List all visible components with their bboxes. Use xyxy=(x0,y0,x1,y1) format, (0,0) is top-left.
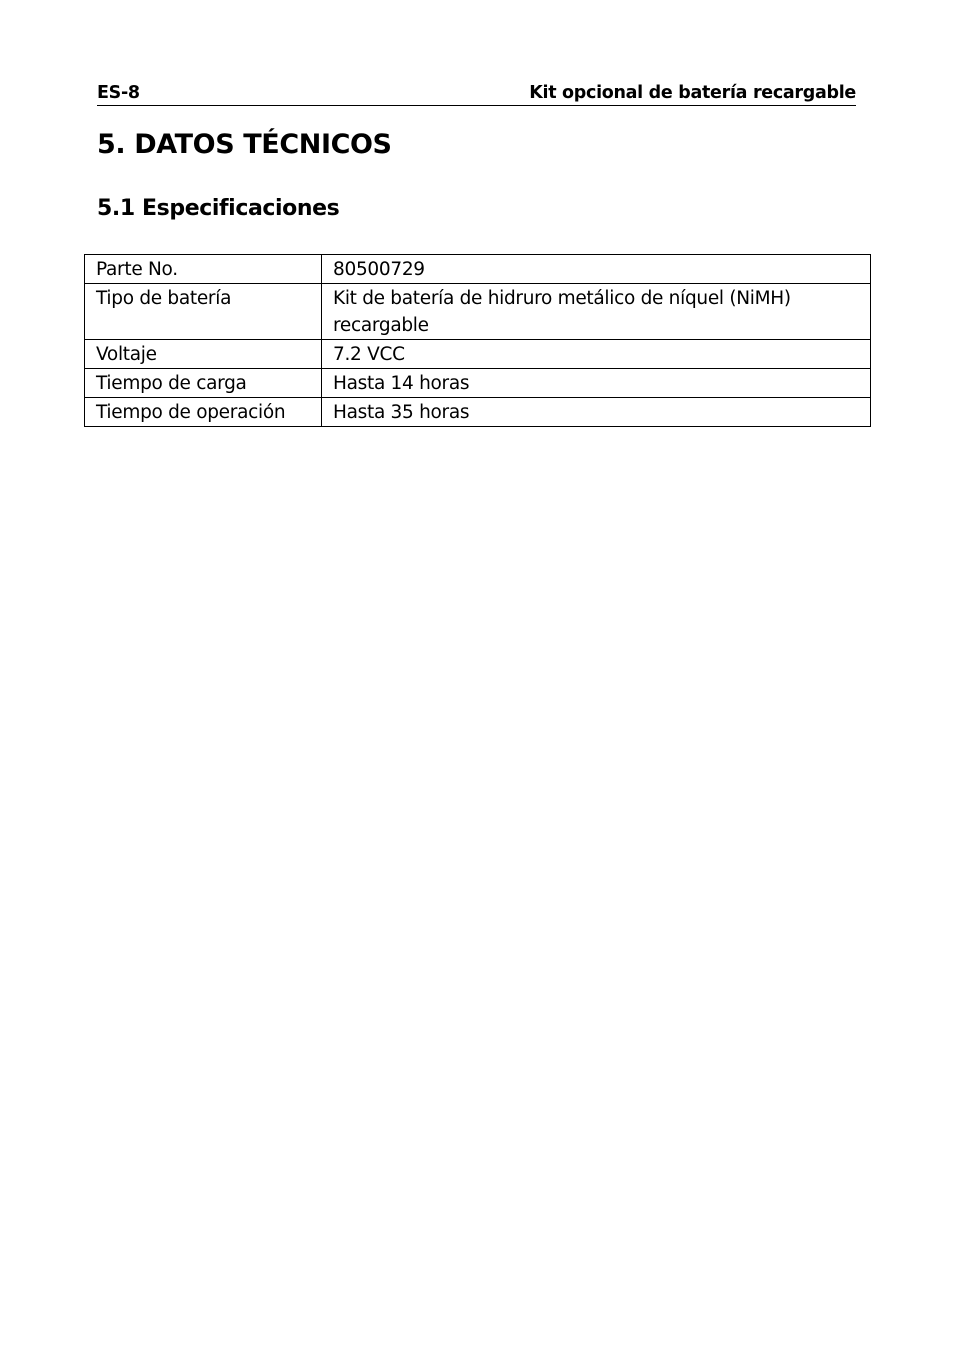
specifications-table xyxy=(84,254,871,427)
spec-value: Kit de batería de hidruro metálico de níquel (NiMH) recargable xyxy=(322,284,871,340)
spec-label: Voltaje xyxy=(85,340,322,369)
subsection-title: 5.1 Especificaciones xyxy=(97,196,340,221)
document-title: Kit opcional de batería recargable xyxy=(529,83,856,103)
spec-label: Parte No. xyxy=(85,255,322,284)
page-header xyxy=(97,82,856,106)
spec-value: Hasta 14 horas xyxy=(322,369,871,398)
table-row xyxy=(85,284,871,340)
table-row xyxy=(85,340,871,369)
spec-value: 7.2 VCC xyxy=(322,340,871,369)
spec-label: Tiempo de operación xyxy=(85,398,322,427)
table-row xyxy=(85,398,871,427)
spec-label: Tipo de batería xyxy=(85,284,322,340)
section-title: 5. DATOS TÉCNICOS xyxy=(97,129,392,160)
table-row xyxy=(85,255,871,284)
page-number: ES-8 xyxy=(97,83,140,103)
spec-value: Hasta 35 horas xyxy=(322,398,871,427)
table-row xyxy=(85,369,871,398)
spec-value: 80500729 xyxy=(322,255,871,284)
spec-label: Tiempo de carga xyxy=(85,369,322,398)
